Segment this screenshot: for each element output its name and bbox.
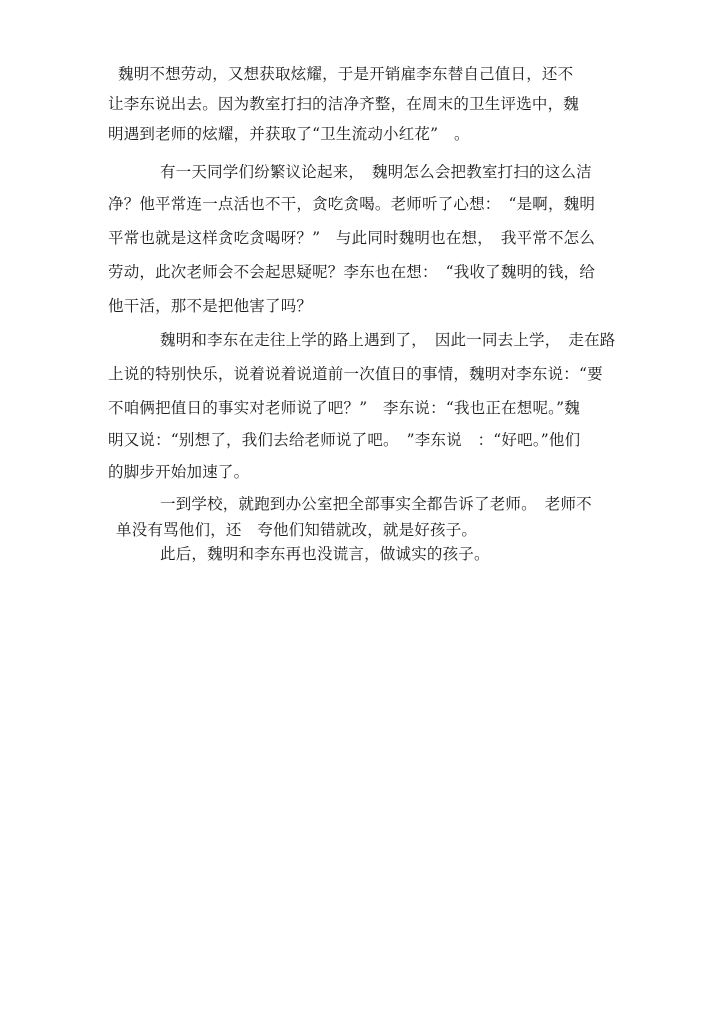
paragraph-4-line-2: 单没有骂他们，还 夸他们知错就改，就是好孩子。 [116,521,478,539]
paragraph-3-line-4: 明又说：“别想了，我们去给老师说了吧。 ”李东说 ：“好吧。”他们 [108,431,581,449]
paragraph-3-line-3: 不咱俩把值日的事实对老师说了吧？” 李东说：“我也正在想呢。”魏 [108,399,580,417]
paragraph-1-line-1: 魏明不想劳动，又想获取炫耀，于是开销雇李东替自己值日，还不 [118,65,574,83]
paragraph-3-line-5: 的脚步开始加速了。 [108,463,250,481]
paragraph-4-line-1: 一到学校，就跑到办公室把全部事实全都告诉了老师。 老师不 [160,495,592,513]
paragraph-2-line-1: 有一天同学们纷繁议论起来， 魏明怎么会把教室打扫的这么洁 [160,163,592,181]
paragraph-5-line-1: 此后，魏明和李东再也没谎言，做诚实的孩子。 [160,545,490,563]
paragraph-3-line-2: 上说的特别快乐，说着说着说道前一次值日的事情，魏明对李东说：“要 [108,365,603,383]
paragraph-2-line-2: 净？他平常连一点活也不干，贪吃贪喝。老师听了心想： “是啊，魏明 [108,195,596,213]
paragraph-2-line-4: 劳动，此次老师会不会起思疑呢？李东也在想： “我收了魏明的钱，给 [108,263,596,281]
paragraph-3-line-1: 魏明和李东在走往上学的路上遇到了， 因此一同去上学， 走在路 [160,331,616,349]
paragraph-1-line-2: 让李东说出去。因为教室打扫的洁净齐整，在周末的卫生评选中，魏 [108,95,580,113]
paragraph-1-line-3: 明遇到老师的炫耀，并获取了“卫生流动小红花” 。 [108,125,470,143]
paragraph-2-line-5: 他干活，那不是把他害了吗？ [108,297,313,315]
paragraph-2-line-3: 平常也就是这样贪吃贪喝呀？” 与此同时魏明也在想， 我平常不怎么 [108,229,596,247]
